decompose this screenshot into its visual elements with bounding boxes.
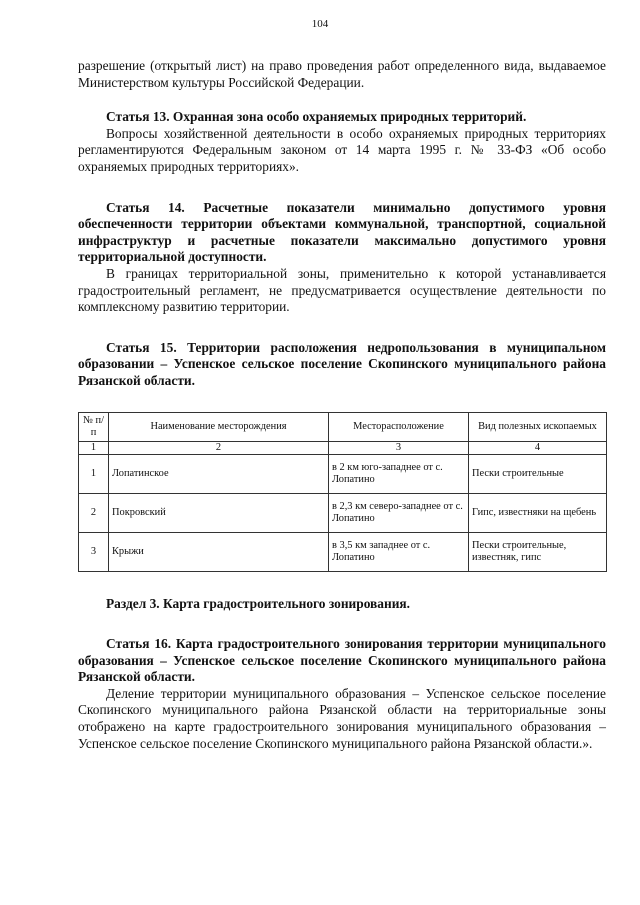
- document-body: [78, 58, 606, 752]
- header-location: Месторасположение: [329, 412, 469, 441]
- row-num: 1: [79, 454, 109, 493]
- deposit-location: в 2 км юго-западнее от с. Лопатино: [329, 454, 469, 493]
- header-name: Наименование месторождения: [109, 412, 329, 441]
- article-16-title: Статья 16. Карта градостроительного зонирования территории муниципального образования – Успенское сельское поселение Скопинского муниципального района Рязанской области.: [78, 636, 606, 685]
- section-3-title: Раздел 3. Карта градостроительного зонирования.: [106, 595, 411, 611]
- deposit-name: Крыжи: [109, 532, 329, 571]
- article-14-title: Статья 14. Расчетные показатели минимально допустимого уровня обеспеченности территории объектами коммунальной, транспортной, социальной инфраструктур и расчетные показатели максимально допустимого уровня территориальной доступности.: [78, 199, 606, 265]
- table-row: [79, 493, 607, 532]
- page-number: 104: [311, 18, 329, 30]
- column-number: 3: [329, 441, 469, 454]
- article-16-body: Деление территории муниципального образования – Успенское сельское поселение Скопинского муниципального района Рязанской области на территориальные зоны отображено на карте градостроительного зонирования муниципального образования – Успенское сельское поселение Скопинского муниципального района Рязанской области.».: [78, 685, 606, 751]
- deposits-table: [78, 412, 607, 572]
- article-15-title: Статья 15. Территории расположения недропользования в муниципальном образовании – Успенское сельское поселение Скопинского муниципального района Рязанской области.: [78, 339, 606, 388]
- intro-paragraph: разрешение (открытый лист) на право проведения работ определенного вида, выдаваемое Министерством культуры Российской Федерации.: [78, 58, 606, 90]
- column-number: 1: [79, 441, 109, 454]
- header-num: № п/п: [79, 412, 109, 441]
- deposit-minerals: Пески строительные: [469, 454, 607, 493]
- deposit-location: в 2,3 км северо-западнее от с. Лопатино: [329, 493, 469, 532]
- deposit-name: Покровский: [109, 493, 329, 532]
- table-header-row: [79, 412, 607, 441]
- header-minerals: Вид полезных ископаемых: [469, 412, 607, 441]
- table-row: [79, 454, 607, 493]
- column-number-row: [79, 441, 607, 454]
- article-13-title: Статья 13. Охранная зона особо охраняемых природных территорий.: [106, 109, 527, 125]
- article-13-body: Вопросы хозяйственной деятельности в особо охраняемых природных территориях регламентируются Федеральным законом от 14 марта 1995 г. № 33-ФЗ «Об особо охраняемых природных территориях».: [78, 125, 606, 174]
- column-number: 4: [469, 441, 607, 454]
- deposit-location: в 3,5 км западнее от с. Лопатино: [329, 532, 469, 571]
- table-row: [79, 532, 607, 571]
- deposit-minerals: Пески строительные, известняк, гипс: [469, 532, 607, 571]
- row-num: 2: [79, 493, 109, 532]
- row-num: 3: [79, 532, 109, 571]
- column-number: 2: [109, 441, 329, 454]
- article-14-body: В границах территориальной зоны, применительно к которой устанавливается градостроительный регламент, не предусматривается осуществление деятельности по комплексному развитию территории.: [78, 265, 606, 315]
- deposit-name: Лопатинское: [109, 454, 329, 493]
- deposit-minerals: Гипс, известняки на щебень: [469, 493, 607, 532]
